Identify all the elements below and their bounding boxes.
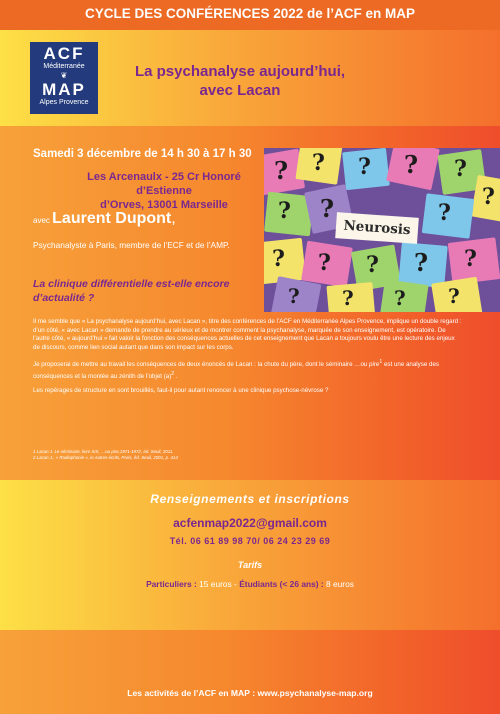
event-date: Samedi 3 décembre de 14 h 30 à 17 h 30	[33, 148, 252, 160]
price-etudiants: 8 euros	[323, 579, 354, 589]
speaker-description: Psychanalyste à Paris, membre de l’ECF et de l’AMP.	[33, 240, 230, 250]
event-title-line2: avec Lacan	[199, 82, 281, 99]
logo-acf: ACF	[43, 44, 85, 63]
question-mark-icon: ?	[278, 198, 291, 224]
event-title	[120, 62, 360, 100]
question-mark-icon: ?	[272, 246, 285, 272]
price-particuliers: 15 euros	[196, 579, 232, 589]
body-paragraph-2	[33, 358, 463, 381]
neurosis-label: Neurosis	[335, 212, 419, 244]
question-mark-icon: ?	[464, 246, 477, 272]
speaker-prefix: avec	[33, 216, 50, 225]
footnote-2: 2 Lacan J., « Radiophonie », in Autres écrits, Paris, éd. Seuil, 2001, p. 414	[33, 455, 178, 460]
question-mark-icon: ?	[288, 284, 300, 308]
footnotes	[33, 449, 178, 461]
logo-emblem-icon: ❦	[60, 71, 68, 80]
question-mark-icon: ?	[448, 284, 460, 308]
question-mark-icon: ?	[414, 248, 429, 277]
footnote-ref-2: 2	[171, 370, 175, 377]
event-venue	[58, 170, 270, 212]
p2-text-b: est une analyse des conséquences et la montée au zénith de l’objet (a)	[33, 361, 440, 380]
p2-seminar-title: …ou pire	[354, 361, 380, 369]
venue-line1: Les Arcenaulx - 25 Cr Honoré d’Estienne	[87, 171, 241, 197]
body-paragraph-3: Les repérages de structure en sont brouillés, faut-il pour autant renoncer à une clinique psychose-névrose ?	[33, 387, 329, 395]
cycle-banner: CYCLE DES CONFÉRENCES 2022 de l’ACF en MAP	[0, 0, 500, 30]
logo-map: MAP	[42, 80, 86, 99]
question-mark-icon: ?	[438, 200, 451, 226]
lecture-text	[33, 318, 463, 402]
p2-text-a: Je proposerai de mettre au travail les conséquences de deux énoncés de Lacan : la chute du père, dont le séminaire	[33, 361, 355, 369]
footer-website[interactable]: Les activités de l’ACF en MAP : www.psychanalyse-map.org	[127, 688, 373, 698]
info-title: Renseignements et inscriptions	[150, 492, 350, 506]
venue-line2: d’Orves, 13001 Marseille	[100, 199, 228, 211]
event-title-line1: La psychanalyse aujourd’hui,	[134, 63, 346, 80]
question-mark-icon: ?	[482, 184, 495, 210]
acf-map-logo	[30, 42, 98, 114]
question-mark-icon: ?	[274, 156, 289, 185]
logo-region: Méditerranée	[43, 63, 85, 70]
speaker-suffix: ,	[171, 210, 176, 227]
contact-phone: Tél. 06 61 89 98 70/ 06 24 23 29 69	[169, 536, 331, 546]
question-mark-icon: ?	[454, 156, 467, 182]
tarifs-title: Tarifs	[237, 560, 263, 570]
lecture-question: La clinique différentielle est-elle encore d’actualité ?	[33, 278, 230, 304]
speaker	[33, 210, 176, 228]
price-label-particuliers: Particuliers :	[146, 579, 197, 589]
question-mark-icon: ?	[312, 150, 325, 176]
speaker-name: Laurent Dupont	[52, 210, 172, 227]
question-mark-icon: ?	[342, 286, 354, 310]
footnote-1: 1 Lacan J. Le séminaire, livre XIX, …ou pire,1971-1972, éd. Seuil, 2011.	[33, 449, 174, 454]
price-label-etudiants: Étudiants (< 26 ans) :	[239, 579, 324, 589]
prices	[0, 579, 500, 589]
contact-email[interactable]: acfenmap2022@gmail.com	[173, 516, 327, 530]
p2-text-c: .	[174, 372, 178, 380]
question-mark-icon: ?	[394, 286, 406, 310]
price-separator: -	[231, 579, 240, 589]
footnote-ref-1: 1	[379, 359, 383, 365]
question-mark-icon: ?	[320, 194, 335, 223]
question-mark-icon: ?	[358, 154, 371, 180]
question-mark-icon: ?	[318, 250, 331, 276]
question-mark-icon: ?	[404, 150, 419, 179]
question-mark-icon: ?	[366, 252, 379, 278]
logo-subregion: Alpes Provence	[39, 99, 89, 106]
body-paragraph-1: Il me semble que « La psychanalyse aujourd’hui, avec Lacan », titre des conférences de l’ACF en Méditerranée Alpes Provence, implique un double regard : d’un côté, « avec Lacan » demande de prendre au sérieux et de montrer comment la psychanalyse, marquée de son enseignement, est opératoire. De l’autre côté, « aujourd’hui » fait valoir la fonction des conséquences actuelles de cet enseignement que Lacan a toujours voulu être une lecture des enjeux de discours, comme lien social autant que dans son impact sur les corps.	[33, 318, 462, 351]
